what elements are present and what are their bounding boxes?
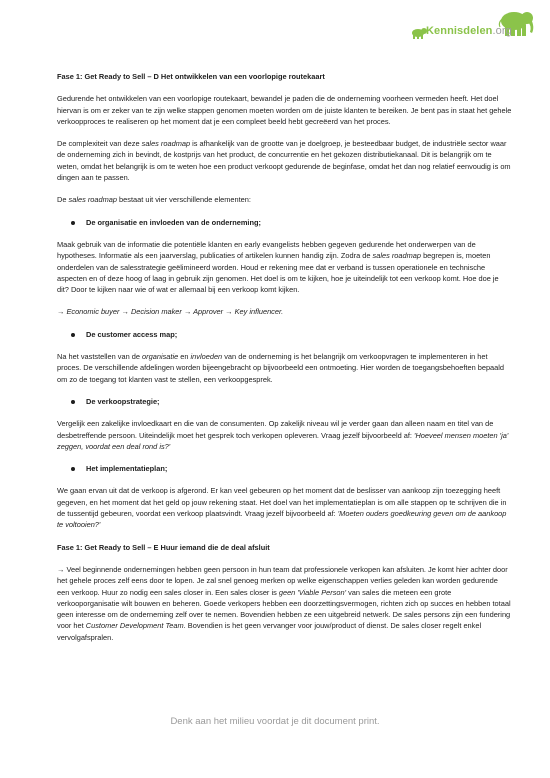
bullet-organisation <box>57 217 512 228</box>
emphasis: sales roadmap <box>372 251 422 261</box>
section-heading-e: Fase 1: Get Ready to Sell – E Huur iemand die de deal afsluit <box>57 542 270 552</box>
bullet-label: De verkoopstrategie; <box>86 396 160 406</box>
logo-brand: Kennisdelen <box>426 25 493 37</box>
document-body <box>57 71 512 643</box>
role-economic-buyer: → Economic buyer <box>57 307 120 317</box>
role-chain <box>57 306 512 317</box>
paragraph-sales-closer <box>57 564 512 643</box>
role-decision-maker: → Decision maker <box>121 307 182 317</box>
emphasis: sales roadmap <box>141 139 191 149</box>
paragraph-access-map <box>57 351 512 385</box>
paragraph-complexity <box>57 138 512 183</box>
section-heading-d: Fase 1: Get Ready to Sell – D Het ontwikkelen van een voorlopige routekaart <box>57 72 325 81</box>
text: . Bovendien is het geen vervanger voor jouw/product of dienst. De sales closer regelt enkel vervolgafspralen. <box>57 621 482 642</box>
text: → Veel beginnende ondernemingen hebben geen persoon in hun team dat professionele verkopen kan afsluiten. Je komt hier achter door het gehele proces zelf eens door te lopen. Je zal snel genoeg merken op welke eigenschappen verlies geleden kan worden gedurende een verkoop. Huur zo nodig een sales closer in. Een sales closer is <box>57 564 508 597</box>
text: De complexiteit van deze <box>57 139 142 149</box>
bullet-dot <box>71 400 75 404</box>
text: We gaan ervan uit dat de verkoop is afgerond. Er kan veel gebeuren op het moment dat de beslisser van aankoop zijn toezegging heeft gegeven, en het moment dat het geld op jouw rekening staat. Het doel van het implementatieplan is om alle stappen op te schrijven die in de tussentijd gebeuren, voordat een verkoop plaatsvindt. Vraag jezelf bijvoorbeeld af: <box>57 486 507 519</box>
text: van de onderneming is het belangrijk om verkoopvragen te implementeren in het proces. De verschillende afdelingen worden bijeengebracht op bijvoorbeeld een ontmoeting. Hier worden de toegangsbehoeften bepaald om zo de toegang tot klanten vast te stellen, een verkoopgesprek. <box>57 352 505 384</box>
bullet-label: Het implementatieplan; <box>86 464 168 474</box>
emphasis: invloeden <box>190 352 223 362</box>
emphasis: organisatie <box>142 352 179 362</box>
logo-domain: .org <box>492 25 512 37</box>
role-key-influencer: → Key influencer. <box>225 307 284 317</box>
text: van sales die meteen een grote verkooporganisatie wilt bouwen en beheren. Goede verkopers hebben een doorzettingsvermogen, richten zich op succes en hebben totaal geen interesse om de onderneming zelf over te nemen. Bovendien hebben ze een uitgebreid netwerk. De sales persons zijn een fundering voor het <box>57 587 511 631</box>
emphasis: 'Hoeveel mensen moeten 'ja' zeggen, voordat een deal rond is?' <box>57 430 509 451</box>
paragraph-intro: Gedurende het ontwikkelen van een voorlopige routekaart, bewandel je paden die de onderneming voorheen vermeden heeft. Het doel hiervan is om er zeker van te zijn welke stappen genomen moeten worden om de juiste klanten te bereiken. Je bent pas in staat het gehele verkoopproces te realiseren op het moment dat je een compleet beeld hebt gecreëerd van het proces. <box>57 94 512 126</box>
text: Vergelijk een zakelijke invloedkaart en die van de consumenten. Op zakelijk niveau wil je verder gaan dan alleen naam en titel van de desbetreffende persoon. Uiteindelijk moet het gesprek toch verkopen opleveren. Vraag jezelf bijvoorbeeld af: <box>57 419 494 440</box>
text: Maak gebruik van de informatie die potentiële klanten en early evangelists hebben gegeven gedurende het onderwerpen van de hypotheses. Informatie als een jaarverslag, publicaties of artikelen kunnen handig zijn. Zodra de <box>57 239 476 261</box>
bullet-dot <box>71 467 75 471</box>
bullet-label: De organisatie en invloeden van de onderneming; <box>86 217 261 227</box>
bullet-dot <box>71 221 75 225</box>
emphasis: sales roadmap <box>68 195 117 205</box>
text: is afhankelijk van de grootte van je doelgroep, je besteedbaar budget, de industriële sector waar de onderneming zich in bevindt, de kostprijs van het product, de concurrentie en het gekozen distributiekanaal. Dit is belangrijk om te weten, omdat het belangrijk is om te weten hoe een product verkoopt gedurende de beginfase, omdat het dan nog relatief eenvoudig is om dingen aan te passen. <box>57 139 511 183</box>
text: en <box>178 352 191 362</box>
bullet-label: De customer access map; <box>86 329 178 339</box>
text: bestaat uit vier verschillende elementen: <box>117 195 251 205</box>
bullet-sales-strategy <box>57 396 512 407</box>
emphasis: Customer Development Team <box>85 621 184 631</box>
kennisdelen-logo[interactable] <box>396 9 536 45</box>
text: begrepen is, moeten onderdelen van de salesstrategie geëlimineerd worden. Houd er rekening mee dat er verband is tussen operationele en technische aspecten en of deze hoog of laag in gebruik zijn genomen. Het doel is om te kijken, hoe je uiteindelijk tot een verkoop komt. Hoe doe je dit? Door te kijken naar wie of wat er allemaal bij een verkoop komt kijken. <box>57 251 499 295</box>
paragraph-organisation <box>57 239 512 295</box>
emphasis: geen 'Viable Person' <box>278 587 347 597</box>
paragraph-implementation <box>57 485 512 530</box>
bullet-customer-access-map <box>57 329 512 340</box>
logo-wordmark <box>426 25 512 37</box>
text: Na het vaststellen van de <box>57 352 143 362</box>
role-approver: → Approver <box>183 307 224 317</box>
paragraph-sales-strategy <box>57 418 512 452</box>
emphasis: 'Moeten ouders goedkeuring geven om de aankoop te voltooien?' <box>57 509 507 530</box>
text: De <box>57 195 69 205</box>
bullet-dot <box>71 333 75 337</box>
paragraph-elements <box>57 194 512 205</box>
bullet-implementation-plan <box>57 463 512 474</box>
footer-note: Denk aan het milieu voordat je dit document print. <box>170 716 380 727</box>
